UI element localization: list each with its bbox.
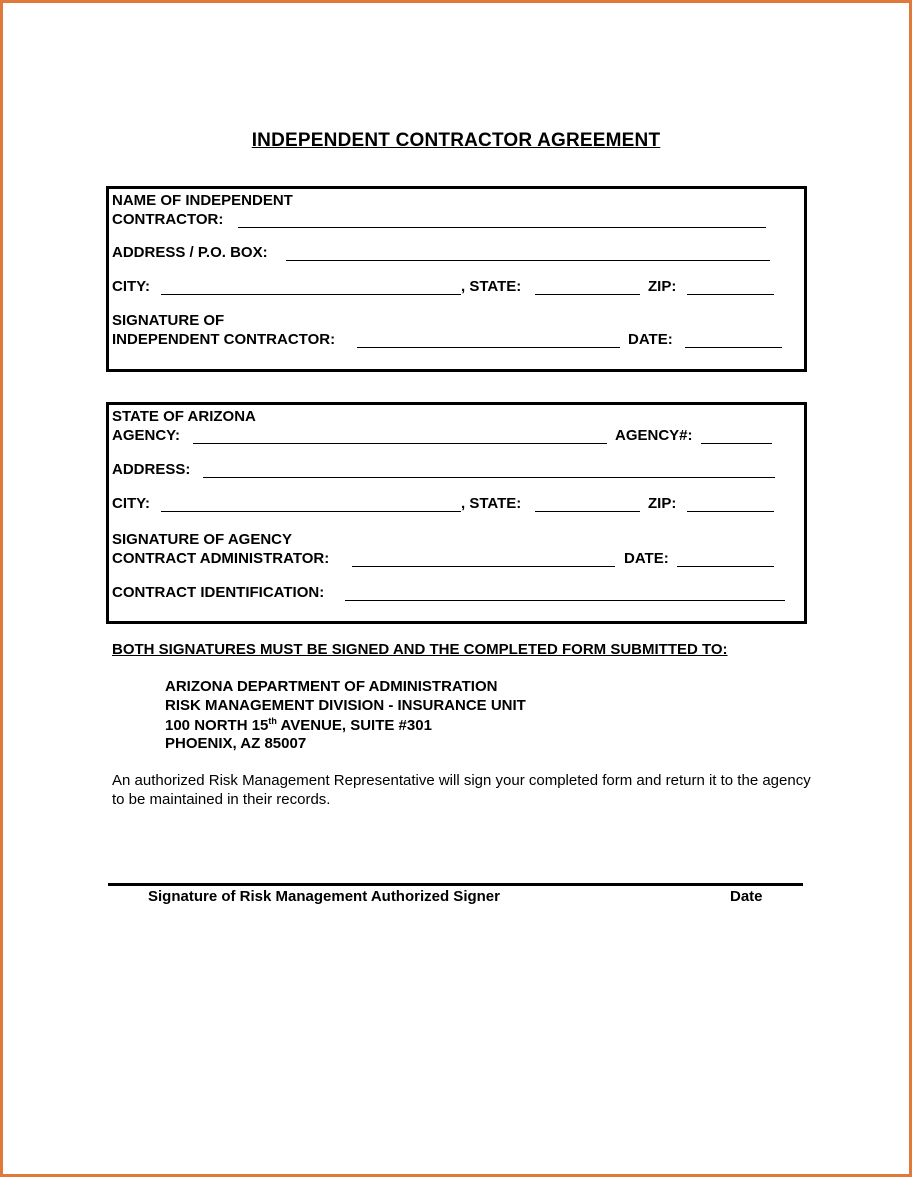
contractor-zip-field[interactable] <box>687 294 774 295</box>
agency-number-label: AGENCY#: <box>615 427 693 444</box>
address-line-2: RISK MANAGEMENT DIVISION - INSURANCE UNIT <box>165 697 526 714</box>
address-line-4: PHOENIX, AZ 85007 <box>165 735 307 752</box>
authorized-signer-line[interactable] <box>108 883 803 886</box>
agency-city-field[interactable] <box>161 511 461 512</box>
agency-zip-field[interactable] <box>687 511 774 512</box>
authorized-date-label: Date <box>730 888 763 905</box>
instruction-paragraph: An authorized Risk Management Representative will sign your completed form and return it to the agency to be maintained in their records. <box>112 772 811 808</box>
agency-address-field[interactable] <box>203 477 775 478</box>
agency-date-field[interactable] <box>677 566 774 567</box>
authorized-signer-label: Signature of Risk Management Authorized Signer <box>148 888 500 905</box>
address-line-3-pre: 100 NORTH 15 <box>165 717 269 734</box>
address-line-1: ARIZONA DEPARTMENT OF ADMINISTRATION <box>165 678 498 695</box>
agency-field[interactable] <box>193 443 607 444</box>
contractor-name-label-1: NAME OF INDEPENDENT <box>112 192 293 209</box>
contractor-date-field[interactable] <box>685 347 782 348</box>
agency-label: AGENCY: <box>112 427 181 444</box>
agency-signature-label-2: CONTRACT ADMINISTRATOR: <box>112 550 330 567</box>
contractor-city-field[interactable] <box>161 294 461 295</box>
agency-zip-label: ZIP: <box>648 495 677 512</box>
contract-id-label: CONTRACT IDENTIFICATION: <box>112 584 325 601</box>
agency-state-label: STATE OF ARIZONA <box>112 408 256 425</box>
agency-signature-field[interactable] <box>352 566 615 567</box>
contractor-date-label: DATE: <box>628 331 673 348</box>
agency-signature-label-1: SIGNATURE OF AGENCY <box>112 531 293 548</box>
agency-address-label: ADDRESS: <box>112 461 191 478</box>
contractor-signature-label-2: INDEPENDENT CONTRACTOR: <box>112 331 336 348</box>
agency-number-field[interactable] <box>701 443 772 444</box>
contractor-name-label-2: CONTRACTOR: <box>112 211 224 228</box>
contractor-address-field[interactable] <box>286 260 770 261</box>
submission-notice: BOTH SIGNATURES MUST BE SIGNED AND THE COMPLETED FORM SUBMITTED TO: <box>112 641 728 658</box>
agency-city-label: CITY: <box>112 495 151 512</box>
agency-state-field[interactable] <box>535 511 640 512</box>
contractor-address-label: ADDRESS / P.O. BOX: <box>112 244 268 261</box>
contractor-zip-label: ZIP: <box>648 278 677 295</box>
contractor-signature-field[interactable] <box>357 347 620 348</box>
contractor-state-field[interactable] <box>535 294 640 295</box>
agency-date-label: DATE: <box>624 550 669 567</box>
contractor-signature-label-1: SIGNATURE OF <box>112 312 225 329</box>
contractor-state-label: , STATE: <box>461 278 522 295</box>
contractor-city-label: CITY: <box>112 278 151 295</box>
address-line-3-sup: th <box>268 716 277 726</box>
contractor-name-field[interactable] <box>238 227 766 228</box>
contract-id-field[interactable] <box>345 600 785 601</box>
address-line-3-post: AVENUE, SUITE #301 <box>276 717 432 734</box>
address-line-3 <box>165 716 432 734</box>
form-title: INDEPENDENT CONTRACTOR AGREEMENT <box>251 130 661 151</box>
agency-state-field-label: , STATE: <box>461 495 522 512</box>
